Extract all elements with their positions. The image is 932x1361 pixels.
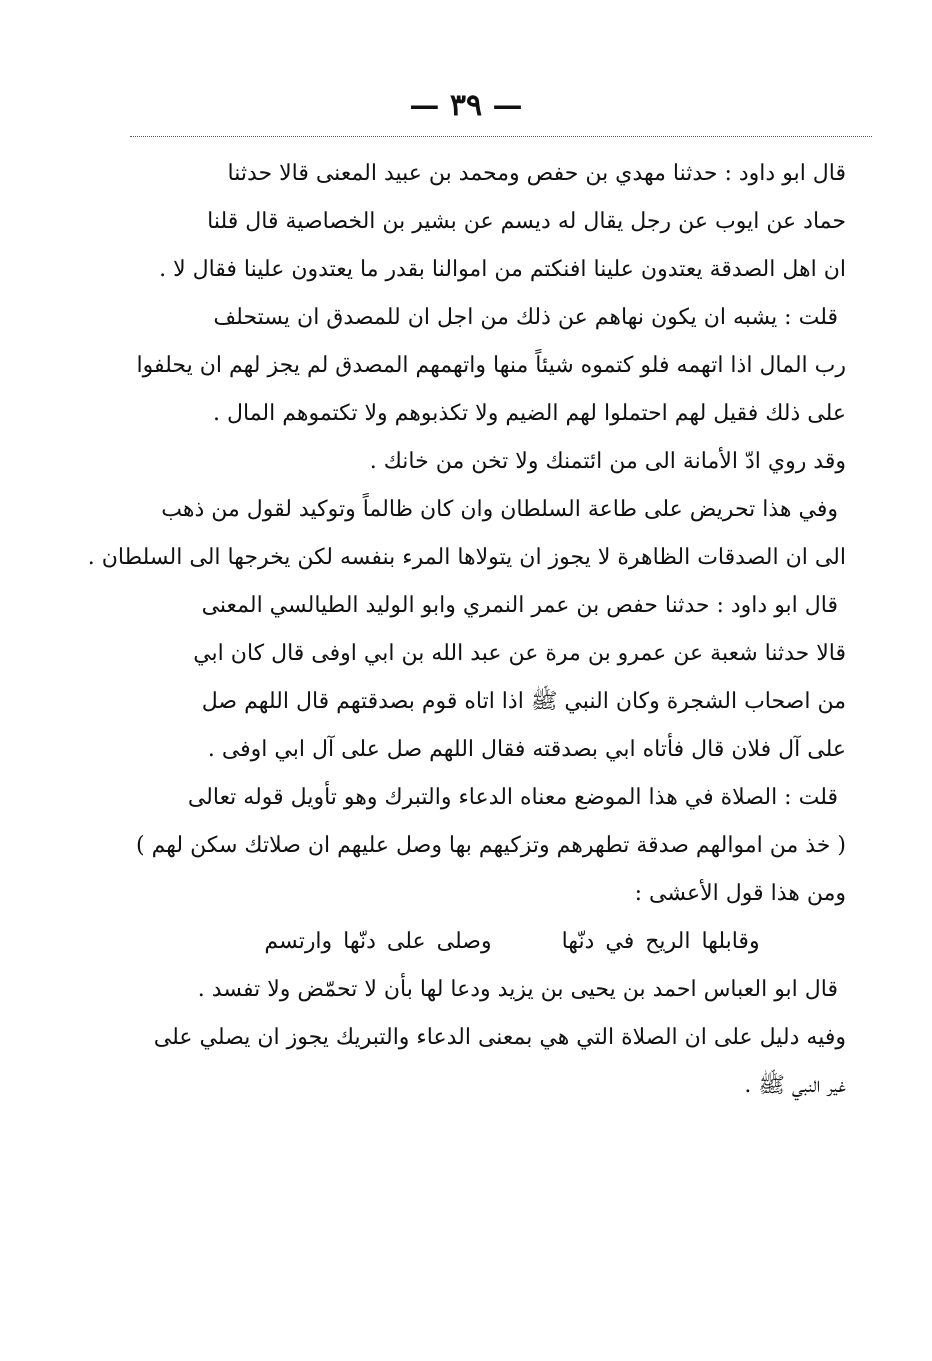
text-line: وفي هذا تحريض على طاعة السلطان وان كان ظالماً وتوكيد لقول من ذهب [161,497,838,522]
text-line: حماد عن ايوب عن رجل يقال له ديسم عن بشير بن الخصاصية قال قلنا [207,209,846,234]
verse-first-hemistich: وقابلها الريح في دنّها [561,929,760,954]
text-line: على آل فلان قال فأتاه ابي بصدقته فقال اللهم صل على آل ابي اوفى . [207,737,846,762]
text-line: الى ان الصدقات الظاهرة لا يجوز ان يتولاها المرء بنفسه لكن يخرجها الى السلطان . [87,545,846,570]
text-line: على ذلك فقيل لهم احتملوا لهم الضيم ولا تكذبوهم ولا تكتموهم المال . [213,401,846,426]
text-line: ان اهل الصدقة يعتدون علينا افنكتم من اموالنا بقدر ما يعتدون علينا فقال لا . [159,257,846,282]
poetry-verse [178,918,846,966]
text-line: من اصحاب الشجرة وكان النبي ﷺ اذا اتاه قوم بصدقتهم قال اللهم صل [201,689,846,714]
text-line: وقد روي ادّ الأمانة الى من ائتمنك ولا تخن من خانك . [369,449,846,474]
text-line: وفيه دليل على ان الصلاة التي هي بمعنى الدعاء والتبريك يجوز ان يصلي على [153,1025,846,1050]
text-line: قلت : يشبه ان يكون نهاهم عن ذلك من اجل ان للمصدق ان يستحلف [213,305,838,330]
page-number: — ٣٩ — [409,88,523,123]
text-line: قال ابو العباس احمد بن يحيى بن يزيد ودعا لها بأن لا تحمّض ولا تفسد . [197,977,838,1002]
body-text [87,150,846,1110]
text-line: قالا حدثنا شعبة عن عمرو بن مرة عن عبد الله بن ابي اوفى قال كان ابي [193,641,846,666]
header-divider [130,136,872,137]
text-line: قلت : الصلاة في هذا الموضع معناه الدعاء والتبرك وهو تأويل قوله تعالى [187,785,838,810]
text-line: ومن هذا قول الأعشى : [634,881,846,906]
text-line: غير النبي ﷺ . [744,1073,846,1098]
text-line: قال ابو داود : حدثنا مهدي بن حفص ومحمد بن عبيد المعنى قالا حدثنا [227,161,846,186]
text-line: ( خذ من اموالهم صدقة تطهرهم وتزكيهم بها وصل عليهم ان صلاتك سكن لهم ) [136,833,846,858]
verse-second-hemistich: وصلى على دنّها وارتسم [264,929,492,954]
text-line: رب المال اذا اتهمه فلو كتموه شيئاً منها واتهمهم المصدق لم يجز لهم ان يحلفوا [136,353,846,378]
text-line: قال ابو داود : حدثنا حفص بن عمر النمري وابو الوليد الطيالسي المعنى [201,593,838,618]
